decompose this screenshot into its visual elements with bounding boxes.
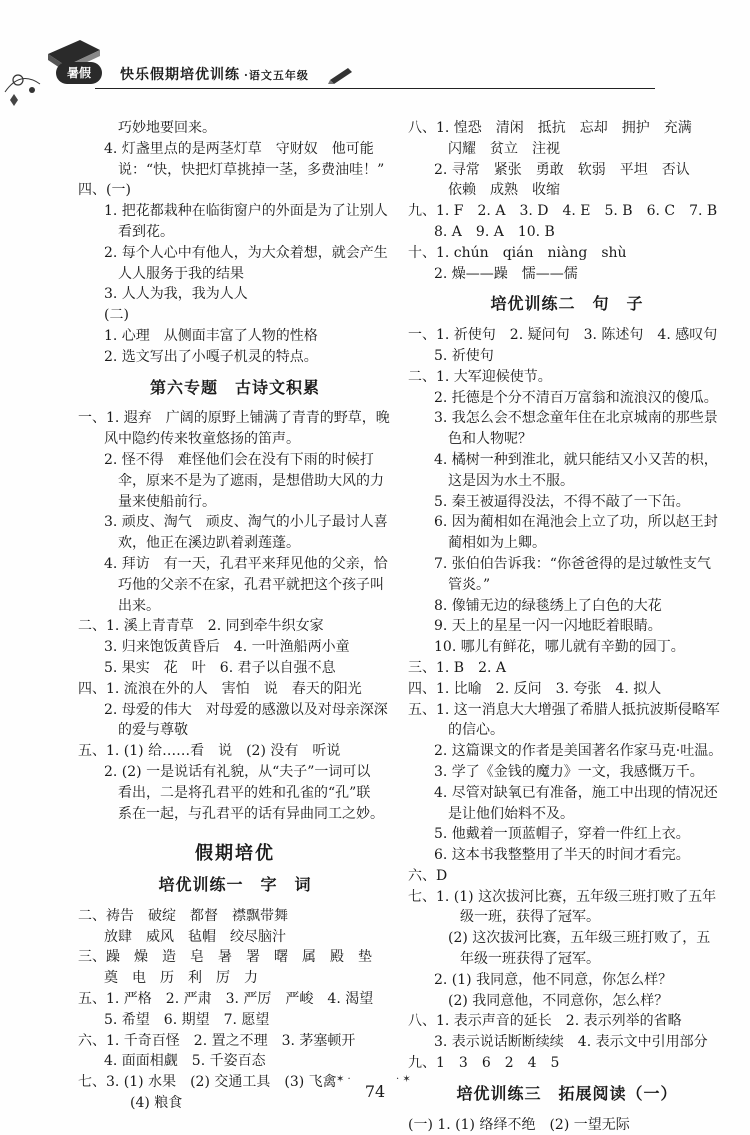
answer-line: 4. 橘树一种到淮北，就只能结又小又苦的枳， bbox=[434, 451, 718, 468]
spacer bbox=[78, 398, 392, 408]
answer-line: 五、1. 严格 2. 严肃 3. 严厉 严峻 4. 渴望 bbox=[78, 991, 374, 1008]
answer-line: 四、(一) bbox=[78, 182, 131, 199]
answer-line: (二) bbox=[104, 307, 129, 324]
answer-line: 巧妙地要回来。 bbox=[118, 120, 216, 136]
spacer bbox=[408, 284, 726, 294]
left-answer-column bbox=[78, 118, 392, 1114]
answer-line: 依赖 成熟 收缩 bbox=[448, 182, 560, 199]
star-ornament-icon: ✶ · bbox=[336, 1074, 351, 1085]
answer-line: 六、1. 千奇百怪 2. 置之不理 3. 茅塞顿开 bbox=[78, 1032, 356, 1049]
book-title bbox=[120, 64, 309, 84]
answer-line: (一) 1. (1) 络绎不绝 (2) 一望无际 bbox=[408, 1116, 630, 1133]
answer-line: 1. 心理 从侧面丰富了人物的性格 bbox=[104, 327, 318, 344]
answer-line: (2) 这次拔河比赛，五年级三班打败了，五 bbox=[448, 930, 711, 947]
answer-line: 2. 每个人心中有他人，为大众着想，就会产生 bbox=[104, 244, 388, 261]
answer-line: 5. 秦王被逼得没法，不得不敲了一下缶。 bbox=[434, 493, 690, 510]
answer-line: 一、1. 遐弃 广阔的原野上铺满了青青的野草，晚 bbox=[78, 410, 390, 427]
spacer bbox=[408, 1105, 726, 1115]
answer-line: 3. 归来饱饭黄昏后 4. 一叶渔船两小童 bbox=[104, 639, 350, 656]
answer-line: 七、3. (1) 水果 (2) 交通工具 (3) 飞禽 bbox=[78, 1074, 337, 1091]
answer-line: 8. 像铺无边的绿毯绣上了白色的大花 bbox=[434, 597, 662, 614]
answer-line: 说：“快，快把灯草挑掉一茎，多费油哇！” bbox=[118, 161, 385, 178]
answer-line: 10. 哪儿有鲜花，哪儿就有辛勤的园丁。 bbox=[434, 639, 685, 656]
answer-line: 6. 因为蔺相如在渑池会上立了功，所以赵王封 bbox=[434, 514, 718, 531]
answer-line: 2. 母爱的伟大 对母爱的感激以及对母亲深深 bbox=[104, 701, 388, 718]
answer-line: 四、1. 流浪在外的人 害怕 说 春天的阳光 bbox=[78, 680, 362, 697]
answer-line: 9. 天上的星星一闪一闪地眨着眼睛。 bbox=[434, 618, 662, 635]
answer-line: 2. (1) 我同意，他不同意，你怎么样？ bbox=[434, 971, 673, 988]
spacer bbox=[408, 315, 726, 325]
answer-line: 六、D bbox=[408, 867, 448, 884]
pencil-icon bbox=[328, 64, 358, 84]
answer-line: 九、1 3 6 2 4 5 bbox=[408, 1055, 560, 1072]
answer-line: 蔺相如为上卿。 bbox=[448, 535, 546, 552]
answer-line: 4. 尽管对缺氧已有准备，施工中出现的情况还 bbox=[434, 784, 718, 801]
answer-line: (2) 我同意他，不同意你，怎么样？ bbox=[448, 992, 669, 1009]
answer-line: 是让他们始料不及。 bbox=[448, 805, 574, 822]
section-heading: 第六专题 古诗文积累 bbox=[149, 377, 320, 397]
answer-line: 放肆 威风 毡帽 绞尽脑汁 bbox=[104, 928, 286, 945]
section-heading: 培优训练一 字 词 bbox=[158, 875, 312, 895]
answer-line: 这是因为水土不服。 bbox=[448, 472, 574, 489]
answer-line: 风中隐约传来牧童悠扬的笛声。 bbox=[104, 431, 300, 448]
spacer bbox=[78, 865, 392, 875]
answer-line: 1. 把花都栽种在临街窗户的外面是为了让别人 bbox=[104, 203, 388, 220]
answer-line: 五、1. 这一消息大大增强了希腊人抵抗波斯侵略军 bbox=[408, 701, 720, 718]
answer-line: 色和人物呢？ bbox=[448, 431, 532, 448]
answer-line: (4) 粮食 bbox=[130, 1095, 183, 1112]
section-heading: 培优训练三 拓展阅读（一） bbox=[456, 1083, 678, 1103]
answer-line: 的信心。 bbox=[448, 722, 504, 739]
answer-line: 五、1. (1) 给……看 说 (2) 没有 听说 bbox=[78, 743, 341, 760]
answer-line: 量来使船前行。 bbox=[118, 493, 216, 510]
answer-line: 管炎。” bbox=[448, 576, 491, 593]
answer-line: 4. 灯盏里点的是两茎灯草 守财奴 他可能 bbox=[104, 140, 374, 157]
spacer bbox=[78, 368, 392, 378]
answer-line: 的爱与尊敬 bbox=[118, 722, 188, 739]
spacer bbox=[78, 824, 392, 834]
answer-line: 看到花。 bbox=[118, 223, 174, 240]
answer-line: 十、1. chún qián niàng shù bbox=[408, 244, 627, 261]
answer-line: 闪耀 贫立 注视 bbox=[448, 140, 560, 157]
answer-line: 年级一班获得了冠军。 bbox=[460, 951, 600, 968]
answer-line: 2. 燥——躁 懦——儒 bbox=[434, 265, 578, 282]
answer-line: 八、1. 惶恐 清闲 抵抗 忘却 拥护 充满 bbox=[408, 120, 692, 136]
answer-line: 3. 顽皮、淘气 顽皮、淘气的小儿子最讨人喜 bbox=[104, 514, 388, 531]
right-answer-column bbox=[408, 118, 726, 1135]
answer-line: 2. 怪不得 难怪他们会在没有下雨的时候打 bbox=[104, 451, 374, 468]
answer-line: 4. 拜访 有一天，孔君平来拜见他的父亲，恰 bbox=[104, 555, 388, 572]
answer-line: 3. 人人为我，我为人人 bbox=[104, 286, 248, 303]
answer-line: 二、祷告 破绽 都督 襟飘带舞 bbox=[78, 907, 288, 924]
answer-line: 三、躁 燥 造 皂 暑 署 曙 属 殿 垫 bbox=[78, 949, 372, 966]
summer-badge: 暑假 bbox=[56, 62, 102, 84]
book-logo-icon bbox=[0, 10, 110, 110]
answer-line: 6. 这本书我整整用了半天的时间才看完。 bbox=[434, 847, 690, 864]
answer-line: 欢，他正在溪边趴着剥莲蓬。 bbox=[118, 535, 300, 552]
answer-line: 2. (2) 一是说话有礼貌，从“夫子”一词可以 bbox=[104, 763, 371, 780]
answer-line: 看出，二是将孔君平的姓和孔雀的“孔”联 bbox=[118, 784, 371, 801]
answer-line: 二、1. 大军迎候使节。 bbox=[408, 368, 552, 385]
answer-line: 四、1. 比喻 2. 反问 3. 夸张 4. 拟人 bbox=[408, 680, 662, 697]
answer-line: 7. 张伯伯告诉我：“你爸爸得的是过敏性支气 bbox=[434, 555, 711, 572]
answer-line: 巧他的父亲不在家，孔君平就把这个孩子叫 bbox=[118, 576, 384, 593]
star-ornament-icon: · ✶ bbox=[396, 1074, 411, 1085]
answer-line: 三、1. B 2. A bbox=[408, 659, 507, 676]
answer-line: 2. 寻常 紧张 勇敢 软弱 平坦 否认 bbox=[434, 161, 690, 178]
answer-line: 一、1. 祈使句 2. 疑问句 3. 陈述句 4. 感叹句 bbox=[408, 327, 718, 344]
answer-line: 八、1. 表示声音的延长 2. 表示列举的省略 bbox=[408, 1013, 682, 1030]
answer-line: 人人服务于我的结果 bbox=[118, 265, 244, 282]
answer-line: 系在一起，与孔君平的话有异曲同工之妙。 bbox=[118, 805, 384, 822]
answer-line: 4. 面面相觑 5. 千姿百态 bbox=[104, 1053, 266, 1070]
page-header bbox=[0, 0, 750, 112]
answer-line: 出来。 bbox=[118, 597, 160, 614]
answer-line: 3. 我怎么会不想念童年住在北京城南的那些景 bbox=[434, 410, 718, 427]
section-heading: 假期培优 bbox=[195, 843, 275, 865]
answer-line: 5. 希望 6. 期望 7. 愿望 bbox=[104, 1011, 270, 1028]
answer-line: 九、1. F 2. A 3. D 4. E 5. B 6. C 7. B bbox=[408, 203, 718, 220]
answer-line: 2. 托德是个分不清百万富翁和流浪汉的傻瓜。 bbox=[434, 389, 718, 406]
answer-line: 8. A 9. A 10. B bbox=[434, 223, 555, 240]
page-number: 74 bbox=[364, 1082, 386, 1101]
answer-line: 5. 果实 花 叶 6. 君子以自强不息 bbox=[104, 659, 336, 676]
answer-line: 奠 电 历 利 厉 力 bbox=[104, 970, 258, 987]
answer-line: 七、1. (1) 这次拔河比赛，五年级三班打败了五年 bbox=[408, 888, 717, 905]
answer-line: 伞，原来不是为了遮雨，是想借助大风的力 bbox=[118, 472, 384, 489]
answer-line: 2. 选文写出了小嘎子机灵的特点。 bbox=[104, 348, 318, 365]
header-rule bbox=[95, 88, 655, 89]
book-subtitle: ·语文五年级 bbox=[244, 69, 309, 82]
answer-line: 3. 学了《金钱的魔力》一文，我感慨万千。 bbox=[434, 763, 704, 780]
answer-line: 5. 祈使句 bbox=[434, 347, 494, 364]
answer-line: 二、1. 溪上青青草 2. 同到牵牛织女家 bbox=[78, 618, 324, 635]
answer-line: 5. 他戴着一顶蓝帽子，穿着一件红上衣。 bbox=[434, 826, 690, 843]
answer-line: 3. 表示说话断断续续 4. 表示文中引用部分 bbox=[434, 1034, 708, 1051]
answer-line: 2. 这篇课文的作者是美国著名作家马克·吐温。 bbox=[434, 743, 723, 760]
spacer bbox=[78, 896, 392, 906]
book-title-main: 快乐假期培优训练 bbox=[120, 67, 240, 83]
answer-line: 级一班，获得了冠军。 bbox=[460, 909, 600, 926]
section-heading: 培优训练二 句 子 bbox=[490, 294, 644, 314]
